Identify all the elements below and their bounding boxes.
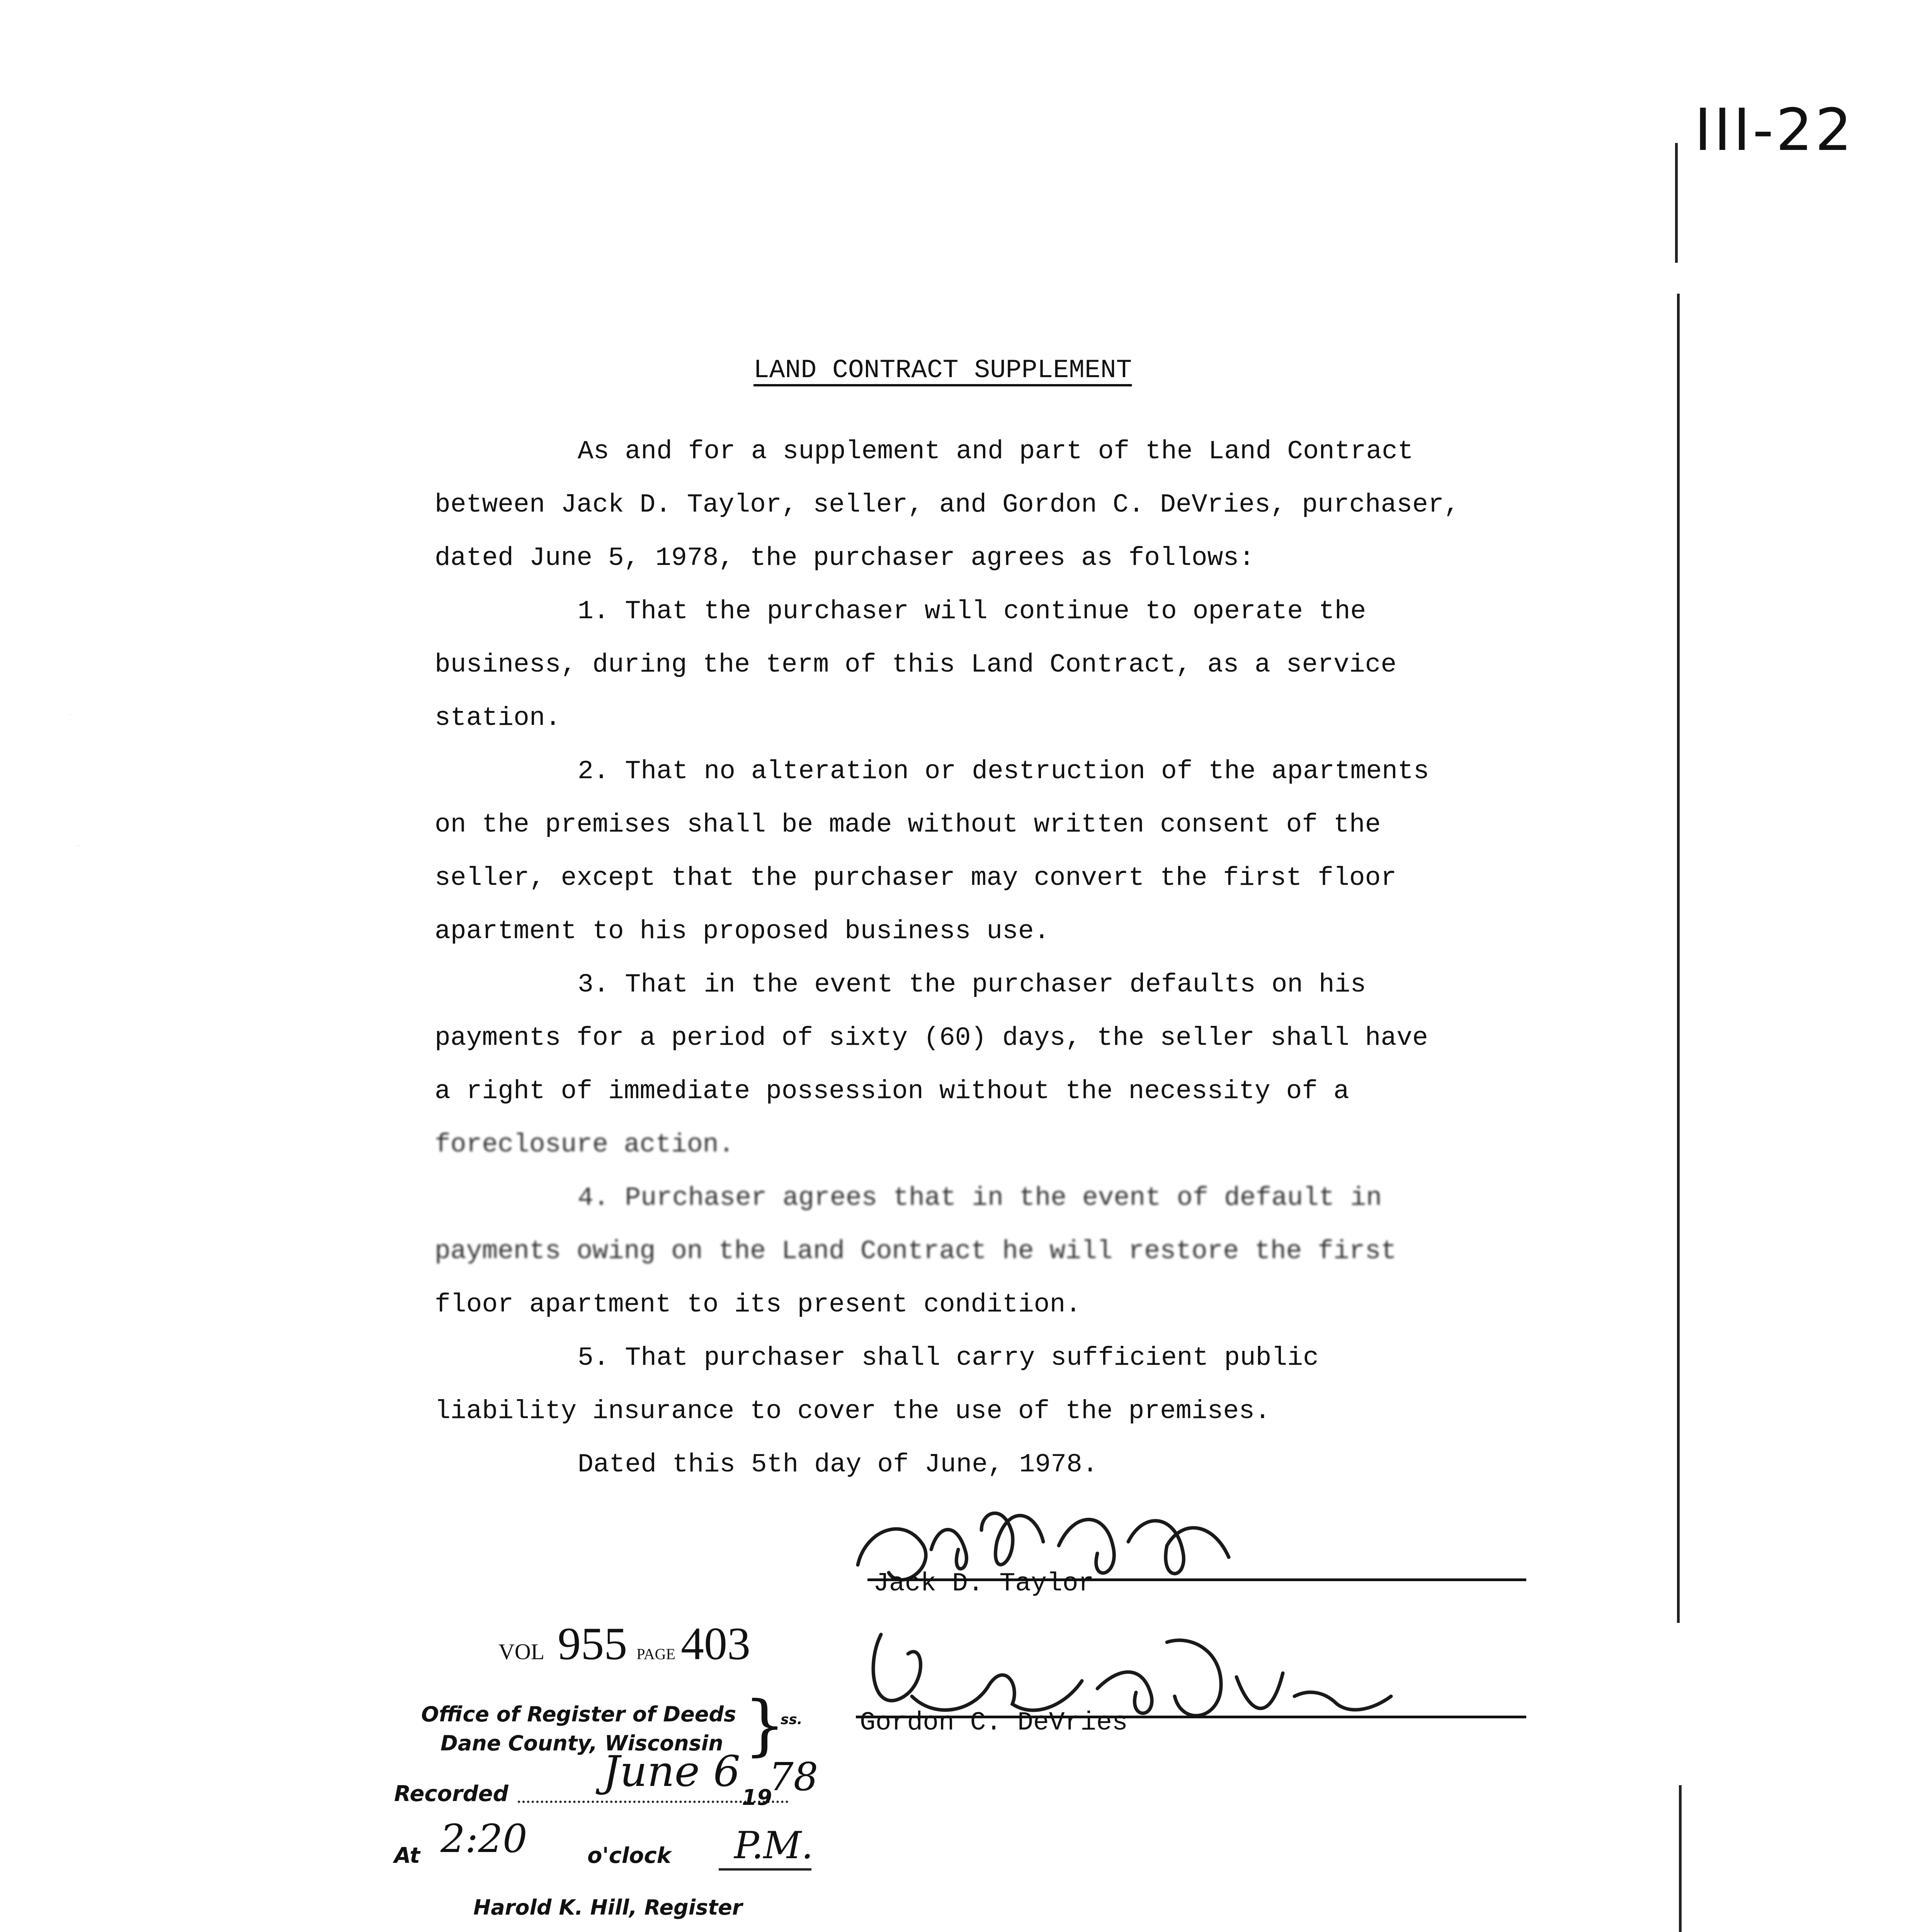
recorded-ampm: P.M. xyxy=(734,1824,813,1867)
clause-4-line-2: payments owing on the Land Contract he will restore the first xyxy=(435,1236,1397,1266)
office-line-2: Dane County, Wisconsin xyxy=(440,1731,723,1755)
svg-text:Gordon C. DeVries: Gordon C. DeVries xyxy=(77,846,80,847)
intro-line-1: As and for a supplement and part of the Land Contract xyxy=(578,437,1413,466)
page-number: III-22 xyxy=(1694,97,1854,164)
clause-2-line-2: on the premises shall be made without written consent of the xyxy=(435,810,1381,840)
seller-name: Jack D. Taylor xyxy=(873,1569,1094,1599)
at-label: At xyxy=(394,1843,420,1868)
clause-3-line-1: 3. That in the event the purchaser defaults on his xyxy=(578,970,1366,1000)
clause-1-line-3: station. xyxy=(435,703,561,733)
clause-2-line-4: apartment to his proposed business use. xyxy=(435,917,1050,946)
clause-3-line-4: foreclosure action. xyxy=(435,1130,735,1160)
volume-page-stamp xyxy=(498,1617,750,1670)
clause-5-line-2: liability insurance to cover the use of the premises. xyxy=(435,1396,1270,1426)
clause-5-line-1: 5. That purchaser shall carry sufficient public xyxy=(578,1343,1319,1373)
margin-rule-top xyxy=(1675,143,1678,263)
clause-4-line-1: 4. Purchaser agrees that in the event of default in xyxy=(578,1183,1382,1213)
clause-1-line-2: business, during the term of this Land Contract, as a service xyxy=(435,650,1397,680)
oclock-label: o'clock xyxy=(587,1843,671,1868)
clause-1-line-1: 1. That the purchaser will continue to operate the xyxy=(578,597,1366,626)
clause-3-line-2: payments for a period of sixty (60) days, the seller shall have xyxy=(435,1023,1428,1053)
vol-number: 955 xyxy=(558,1618,628,1669)
vol-label: VOL xyxy=(498,1639,545,1664)
purchaser-name: Gordon C. DeVries xyxy=(860,1708,1128,1738)
margin-rule-main xyxy=(1677,294,1680,1623)
intro-line-3: dated June 5, 1978, the purchaser agrees as follows: xyxy=(435,543,1255,573)
recorded-time: 2:20 xyxy=(440,1816,527,1861)
ampm-rule xyxy=(719,1868,811,1871)
year-suffix: 78 xyxy=(769,1754,818,1799)
clause-4-line-3: floor apartment to its present condition. xyxy=(435,1290,1082,1320)
page-label: PAGE xyxy=(636,1645,675,1663)
clause-2-line-1: 2. That no alteration or destruction of the apartments xyxy=(578,757,1429,786)
clause-2-line-3: seller, except that the purchaser may convert the first floor xyxy=(435,863,1397,893)
recorded-label: Recorded xyxy=(394,1781,509,1806)
clause-3-line-3: a right of immediate possession without the necessity of a xyxy=(435,1077,1349,1106)
year-prefix: 19 xyxy=(742,1785,772,1810)
page-number-stamp: 403 xyxy=(680,1618,750,1669)
register-name: Harold K. Hill, Register xyxy=(473,1895,743,1920)
intro-line-2: between Jack D. Taylor, seller, and Gordon C. DeVries, purchaser, xyxy=(435,490,1460,520)
brace-icon: } xyxy=(744,1687,786,1764)
office-line-1: Office of Register of Deeds xyxy=(421,1702,736,1726)
ss-mark: ss. xyxy=(781,1712,803,1728)
dated-line: Dated this 5th day of June, 1978. xyxy=(578,1450,1098,1480)
recorded-date: June 6 xyxy=(603,1747,740,1796)
margin-rule-bottom xyxy=(1679,1785,1682,1932)
document-title: LAND CONTRACT SUPPLEMENT xyxy=(753,355,1132,385)
